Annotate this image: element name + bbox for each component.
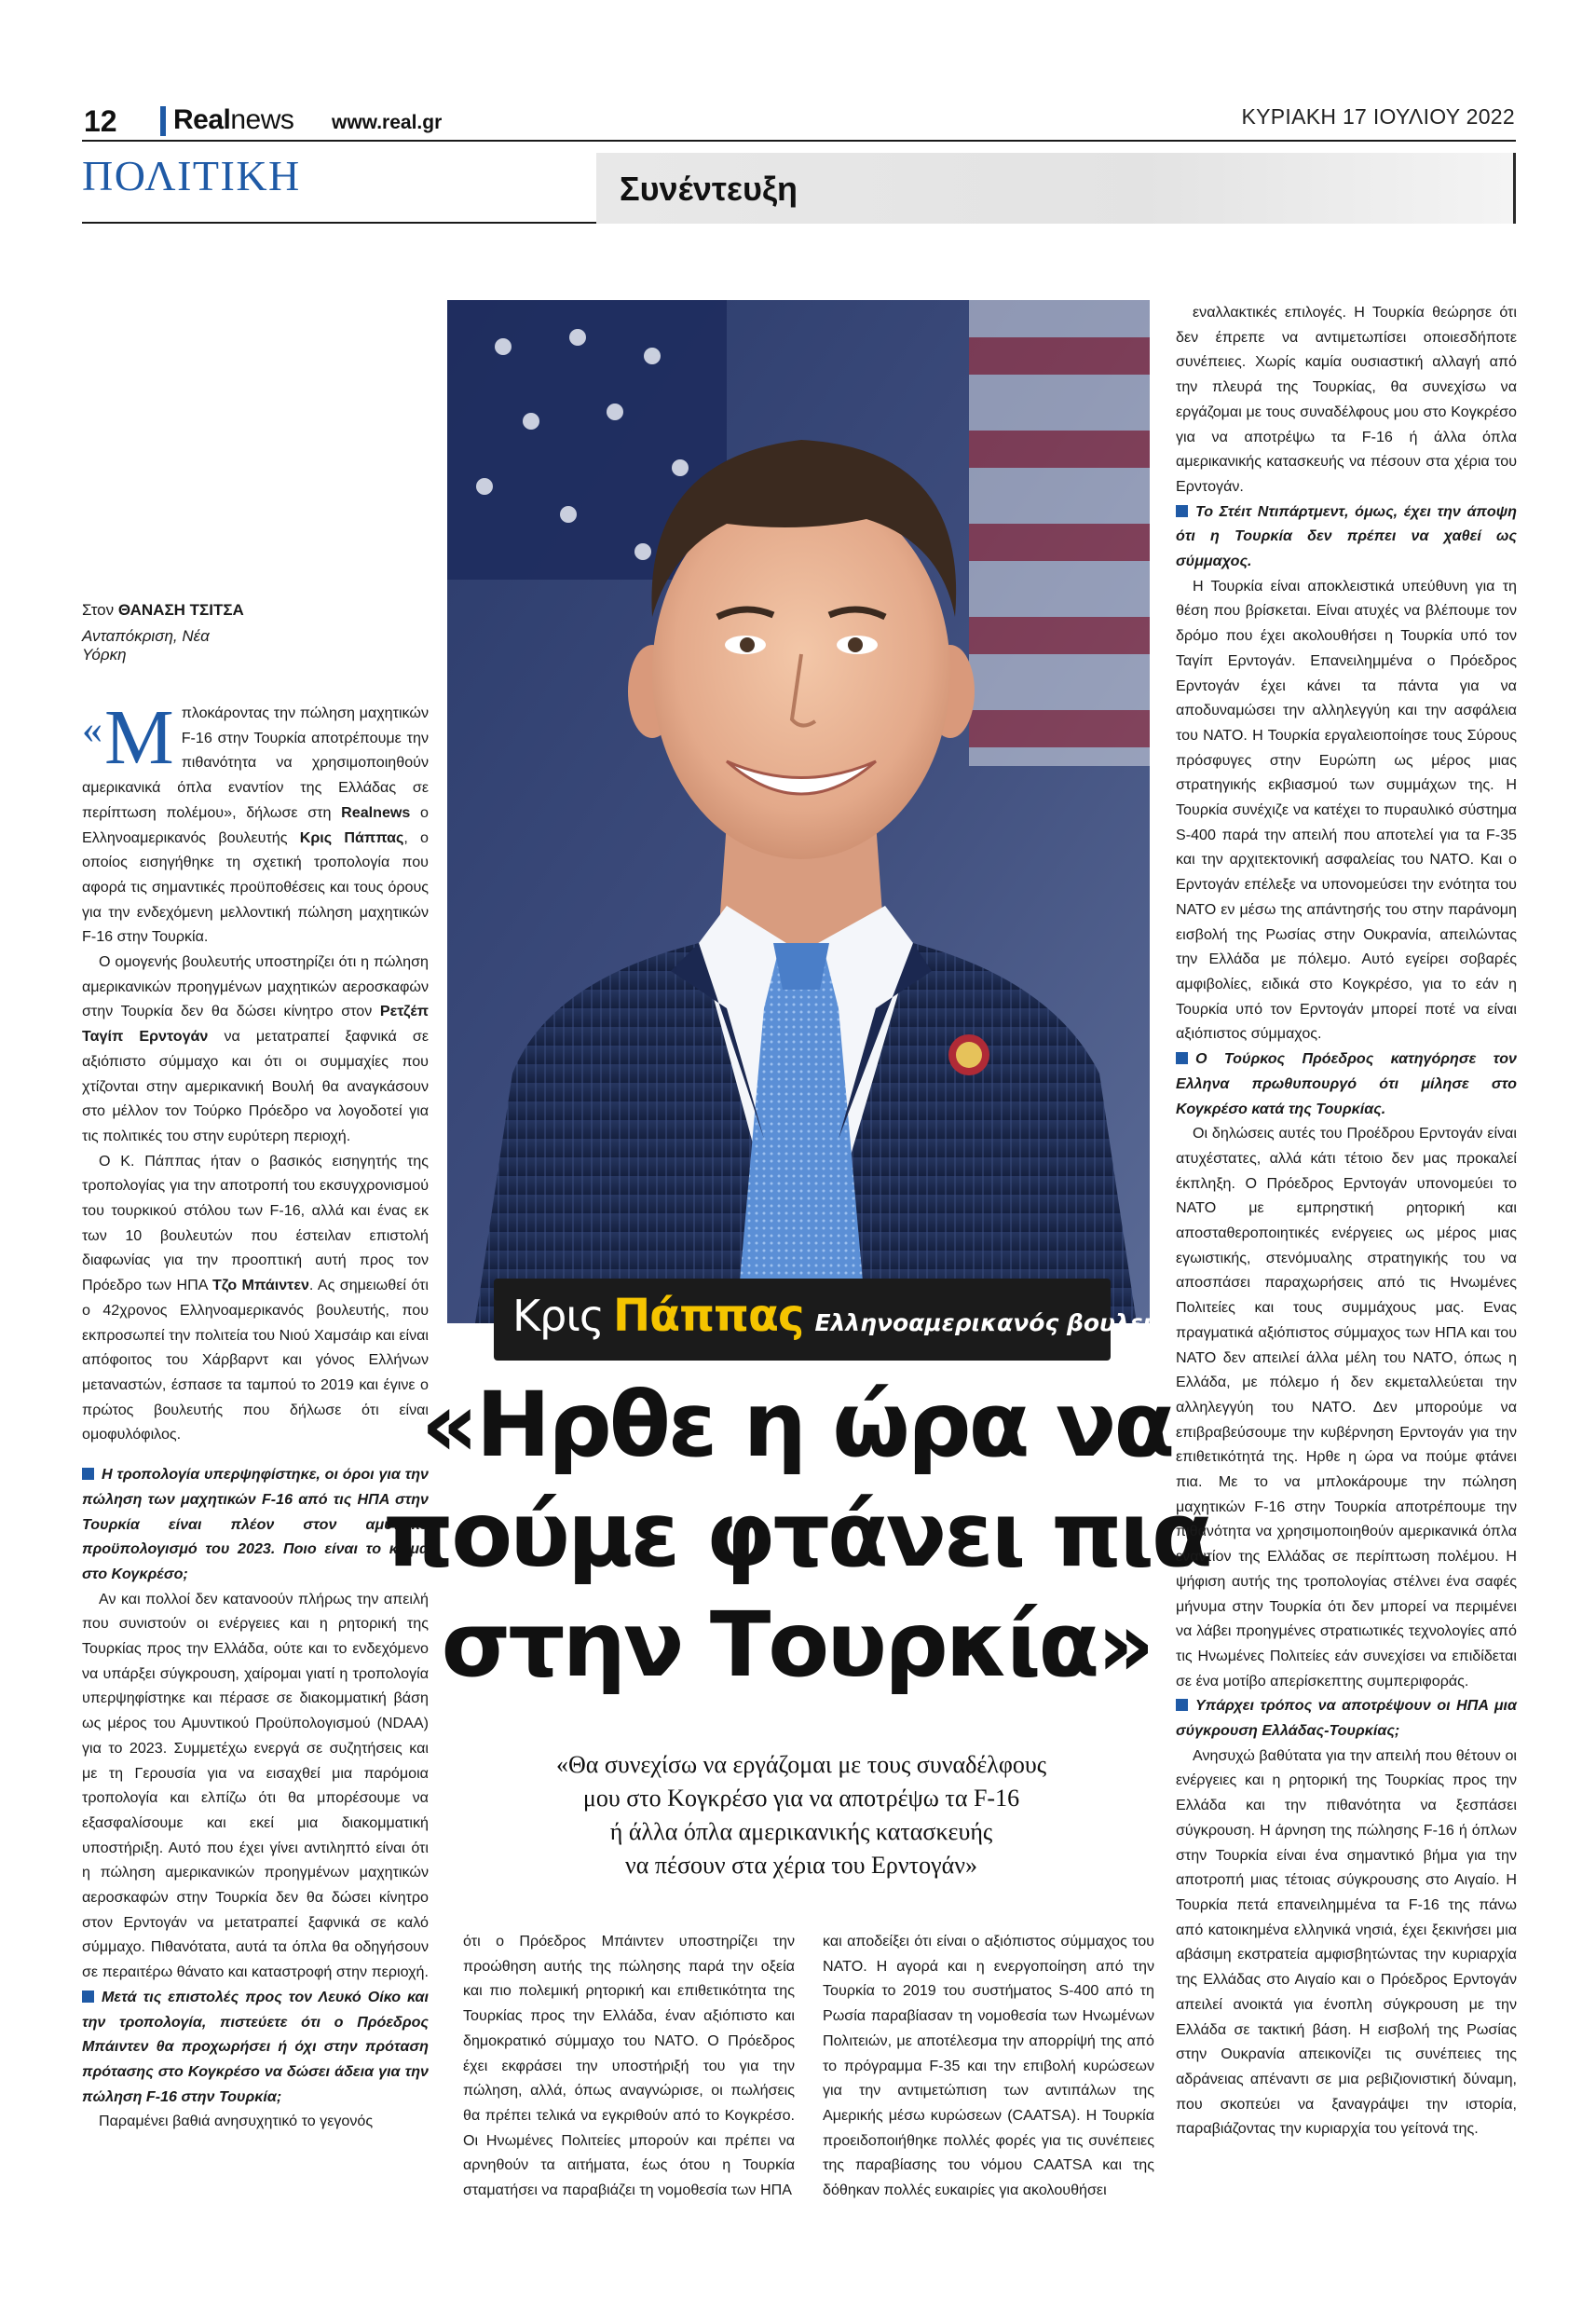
intro-text: , ο οποίος εισηγήθηκε τη σχετική τροπολογία που αφορά τις σημαντικές προϋποθέσεις και τους όρους για την ενδεχόμενη μελλοντική πώληση μαχητικών F-16 στην Τουρκία. — [82, 828, 429, 946]
intro-brand: Realnews — [341, 803, 411, 821]
question-text: Το Στέιτ Ντιπάρτμεντ, όμως, έχει την άποψη ότι η Τουρκία δεν πρέπει να χαθεί ως σύμμαχος. — [1176, 502, 1517, 570]
drop-cap — [82, 694, 174, 781]
portrait-photo — [447, 300, 1150, 1323]
byline-name: ΘΑΝΑΣΗ ΤΣΙΤΣΑ — [117, 601, 244, 619]
paragraph: εναλλακτικές επιλογές. Η Τουρκία θεώρησε ότι δεν έπρεπε να αντιμετωπίσει οποιεσδήποτε συνέπειες. Χωρίς καμία ουσιαστική αλλαγή από την πλευρά της Τουρκίας, θα συνεχίσω να εργάζομαι με τους συναδέλφους μου στο Κογκρέσο για να αποτρέψω τα F-16 ή άλλα όπλα αμερικανικής κατασκευής να πέσουν στα χέρια του Ερντογάν. — [1176, 304, 1517, 495]
paragraph — [82, 950, 429, 1149]
question-text: Μετά τις επιστολές προς τον Λευκό Οίκο και την τροπολογία, πιστεύετε ότι ο Πρόεδρος Μπάιντεν θα προχωρήσει ή όχι στην πρόταση πρότασης στο Κογκρέσο να δώσει άδεια για την πώληση F-16 στην Τουρκία; — [82, 1988, 429, 2105]
headline — [340, 1370, 1253, 1700]
portrait-illustration — [447, 300, 1150, 1323]
photo-caption — [494, 1279, 1205, 1361]
paragraph-person: Τζο Μπάιντεν — [211, 1277, 309, 1294]
drop-cap-letter: Μ — [104, 694, 174, 781]
question-text: Υπάρχει τρόπος να αποτρέψουν οι ΗΠΑ μια σύγκρουση Ελλάδας-Τουρκίας; — [1176, 1697, 1517, 1740]
interview-question — [1176, 1047, 1517, 1121]
question-marker — [1176, 505, 1188, 517]
paragraph-text: . Ας σημειωθεί ότι ο 42χρονος Ελληνοαμερικανός βουλευτής, που εκπροσωπεί την πολιτεία του Νιού Χαμσάιρ και είναι απόφοιτος του Χάρβαρντ και γόνος Ελλήνων μεταναστών, έσπασε τα ταμπού το 2019 και έγινε ο πρώτος βουλευτής που δήλωσε ότι είναι ομοφυλόφιλος. — [82, 1277, 429, 1443]
question-marker — [82, 1991, 94, 2003]
intro-person: Κρις Πάππας — [299, 828, 404, 846]
subsection-title: Συνέντευξη — [620, 170, 798, 208]
pull-quote-line: ή άλλα όπλα αμερικανικής κατασκευής — [609, 1817, 993, 1845]
paragraph-text: Ο ομογενής βουλευτής υποστηρίζει ότι η πώληση αμερικανικών προηγμένων μαχητικών αεροσκαφών στην Τουρκία δεν θα δώσει κίνητρο στον — [82, 953, 429, 1020]
masthead-divider — [160, 106, 166, 136]
interview-answer: Παραμένει βαθιά ανησυχητικό το γεγονός — [99, 2113, 374, 2130]
interview-question — [1176, 499, 1517, 574]
byline — [82, 601, 250, 664]
pull-quote-line: να πέσουν στα χέρια του Ερντογάν» — [625, 1851, 977, 1879]
issue-date: ΚΥΡΙΑΚΗ 17 ΙΟΥΛΙΟΥ 2022 — [1241, 104, 1515, 129]
paragraph: και αποδείξει ότι είναι ο αξιόπιστος σύμμαχος του ΝΑΤΟ. Η αγορά και η ενεργοποίηση από την Τουρκία το 2019 του συστήματος S-400 από τη Ρωσία παραβίασαν τη νομοθεσία των Ηνωμένων Πολιτειών, με αποτέλεσμα την απορρίψή της από το πρόγραμμα F-35 και την επιβολή κυρώσεων για την αντιμετώπιση των αντιπάλων της Αμερικής μέσω κυρώσεων (CAATSA). Η Τουρκία προειδοποιήθηκε πολλές φορές για τις συνέπειες της παραβίασης του νόμου CAATSA και της δόθηκαν πολλές ευκαιρίες για ακολουθήσει — [823, 1933, 1154, 2199]
pull-quote-line: μου στο Κογκρέσο για να αποτρέψω τα F-16 — [582, 1784, 1020, 1812]
intro-text: πλοκάροντας την πώληση μαχητικών F-16 στην Τουρκία αποτρέπουμε την πιθανότητα να χρησιμοποιηθούν αμερικανικά όπλα εναντίον της Ελλάδας σε περίπτωση πολέμου», δήλωσε στη — [82, 705, 429, 821]
paragraph-text: Ο Κ. Πάππας ήταν ο βασικός εισηγητής της τροπολογίας για την αποτροπή του εκσυγχρονισμού του τουρκικού στόλου των F-16, αλλά και ένας εκ των 10 βουλευτών που έστειλαν επιστολή διαφωνίας για την προοπτική αυτή προς τον Πρόεδρο των ΗΠΑ — [82, 1152, 429, 1294]
caption-role: Ελληνοαμερικανός βουλευτής — [814, 1309, 1205, 1336]
headline-line: «Ηρθε η ώρα να — [420, 1373, 1173, 1477]
drop-cap-quote: « — [82, 706, 102, 752]
intro-paragraph — [82, 694, 429, 950]
interview-answer: Ανησυχώ βαθύτατα για την απειλή που θέτουν οι ενέργειες και η ρητορική της Τουρκίας προς την Ελλάδα και την πιθανότητα να ξεσπάσει σύγκρουση. Η άρνηση της πώλησης F-16 ή όπλων στην Τουρκία είναι ένα σημαντικό βήμα για την αποτροπή μιας τέτοιας σύγκρουσης στο Αιγαίο. Η Τουρκία πετά επανειλημμένα τα F-16 της πάνω από κατοικημένα ελληνικά νησιά, έχει ξεκινήσει μια αβάσιμη εκστρατεία αμφισβητώντας την κυριαρχία της Ελλάδας στο Αιγαίο και ο Πρόεδρος Ερντογάν απειλεί ανοικτά για ένοπλη σύγκρουση με την Ελλάδα σε τακτική βάση. Η εισβολή της Ρωσίας στην Ουκρανία απεικονίζει τις συνέπειες της αδράνειας απέναντι σε μια ρεβιζιονιστική δύναμη, που σκοπεύει να ξαναγράψει την ιστορία, παραβιάζοντας την κυριαρχία του γείτονά της. — [1176, 1746, 1517, 2138]
question-marker — [82, 1468, 94, 1480]
headline-line: πούμε φτάνει πια — [383, 1483, 1210, 1588]
intro-text: ο Ελληνοαμερικανός βουλευτής — [82, 803, 429, 846]
paragraph-person: Ρετζέπ Ταγίπ Ερντογάν — [82, 1003, 429, 1046]
pull-quote-line: «Θα συνεχίσω να εργάζομαι με τους συναδέλφους — [555, 1751, 1047, 1778]
brand-regular: news — [230, 104, 294, 135]
interview-answer: Οι δηλώσεις αυτές του Προέδρου Ερντογάν είναι ατυχέστατες, αλλά κάτι τέτοιο δεν μας προκαλεί έκπληξη. Ο Πρόεδρος Ερντογάν υπονομεύει το ΝΑΤΟ με εμπρηστική ρητορική και αποσταθεροποιητικές ενέργειες ως μέρος μιας εγωιστικής, στενόμυαλης στρατηγικής του να αποσπάσει παραχωρήσεις από τις Ηνωμένες Πολιτείες και τους συμμάχους μας. Ενας πραγματικά αξιόπιστος σύμμαχος των ΗΠΑ και του ΝΑΤΟ δεν απειλεί άλλα μέλη του ΝΑΤΟ, όπως η Ελλάδα, με πόλεμο ή δεν εκμεταλλεύεται την αλληλεγγύη του ΝΑΤΟ. Δεν μπορούμε να επιβραβεύσουμε την κυβέρνηση Ερντογάν για την επιθετικότητά της. Ηρθε η ώρα να πούμε φτάνει πια. Με το να μπλοκάρουμε την πώληση μαχητικών F-16 στην Τουρκία αποτρέπουμε την πιθανότητα να χρησιμοποιηθούν αμερικανικά όπλα εναντίον της Ελλάδας σε περίπτωση πολέμου. Η ψήφιση αυτής της τροπολογίας στέλνει ένα σαφές μήνυμα στην Τουρκία ότι δεν μπορεί να περιμένει να λάβει προηγμένες στρατιωτικές τεχνολογίες από τις Ηνωμένες Πολιτείες εάν συνεχίσει να επιδίδεται σε ένα μοτίβο απερίσκεπτης συμπεριφοράς. — [1176, 1125, 1517, 1690]
paragraph-text: να μετατραπεί ξαφνικά σε αξιόπιστο σύμμαχο και ότι οι συμμαχίες που χτίζονται στην αμερικανική Βουλή θα αναγκάσουν στο μέλλον τον Τούρκο Πρόεδρο να λογοδοτεί για τις πολιτικές του στην ευρύτερη περιοχή. — [82, 1028, 429, 1144]
paragraph: ότι ο Πρόεδρος Μπάιντεν υποστηρίζει την προώθηση αυτής της πώλησης παρά την οξεία και πιο πολεμική ρητορική και επιθετικότητα της Τουρκίας προς την Ελλάδα, έναν αξιόπιστο και δημοκρατικό σύμμαχο του ΝΑΤΟ. Ο Πρόεδρος έχει εκφράσει την υποστήριξή του για την πώληση, αλλά, όπως αναγνώρισε, οι πωλήσεις θα πρέπει τελικά να εγκριθούν από το Κογκρέσο. Οι Ηνωμένες Πολιτείες μπορούν και πρέπει να αρνηθούν τα αιτήματα, έως ότου η Τουρκία σταματήσει να παραβιάζει τη νομοθεσία των ΗΠΑ — [463, 1933, 795, 2199]
top-rule — [82, 140, 1516, 142]
column-2 — [463, 1929, 795, 2203]
interview-answer: Η Τουρκία είναι αποκλειστικά υπεύθυνη για τη θέση που βρίσκεται. Είναι ατυχές να βλέπουμε τον δρόμο που έχει ακολουθήσει η Τουρκία υπό τον Ταγίπ Ερντογάν. Επανειλημμένα ο Πρόεδρος Ερντογάν έχει κάνει τα πάντα για να αποδυναμώσει την αλληλεγγύη και την ασφάλεια του ΝΑΤΟ. Η Τουρκία εργαλειοποίησε τους Σύρους πρόσφυγες στην Ευρώπη ως μέρος μιας στρατηγικής εκβιασμού των συμμάχων της. Η Τουρκία συνέχιζε να κατέχει το πυραυλικό σύστημα S-400 παρά την απειλή που αποτελεί για τα F-35 και την αρχιτεκτονική ασφαλείας του ΝΑΤΟ. Και ο Ερντογάν επέλεξε να υπονομεύσει την ενότητα του ΝΑΤΟ εν μέσω της απάντησής του στην παράνομη εισβολή της Ρωσίας στην Ουκρανία, απειλώντας την Ελλάδα με πόλεμο. Αυτό εγείρει σοβαρές αμφιβολίες, ειδικά στο Κογκρέσο, για το εάν η Τουρκία υπό τον Ερντογάν μπορεί ποτέ να είναι αξιόπιστος σύμμαχος. — [1176, 577, 1517, 1043]
section-title: ΠΟΛΙΤΙΚΗ — [82, 152, 301, 199]
column-4 — [1176, 300, 1517, 2141]
question-marker — [1176, 1052, 1188, 1064]
headline-line: στην Τουρκία» — [441, 1593, 1153, 1698]
brand-logo — [173, 104, 293, 136]
interview-question — [82, 1985, 429, 2110]
section-rule — [82, 222, 599, 224]
byline-prefix: Στον — [82, 601, 115, 619]
page-number: 12 — [84, 104, 117, 138]
question-text: Ο Τούρκος Πρόεδρος κατηγόρησε τον Ελληνα πρωθυπουργό ότι μίλησε στο Κογκρέσο κατά της Τουρκίας. — [1176, 1050, 1517, 1117]
interview-answer: Αν και πολλοί δεν κατανοούν πλήρως την απειλή που συνιστούν οι ενέργειες και η ρητορική της Τουρκίας προς την Ελλάδα, ούτε και το ενδεχόμενο να υπάρξει σύγκρουση, χαίρομαι γιατί η τροπολογία υπερψηφίστηκε και πέρασε σε διακομματική βάση ως μέρος του Αμυντικού Προϋπολογισμού (NDAA) για το 2023. Συμμετέχω ενεργά σε συζητήσεις και με τη Γερουσία για να εισαχθεί μια παρόμοια τροπολογία και ελπίζω ότι θα μπορέσουμε να εξασφαλίσουμε και εκεί μια διακομματική υποστήριξη. Αυτό που έχει γίνει αντιληπτό είναι ότι η πώληση αμερικανικών προηγμένων μαχητικών αεροσκαφών στην Τουρκία δεν θα δώσει κίνητρο στον Ερντογάν να μετατραπεί ξαφνικά σε καλό σύμμαχο. Πιθανότατα, αυτά τα όπλα θα οδηγήσουν σε περαιτέρω θάνατο και καταστροφή στην περιοχή. — [82, 1590, 429, 1981]
pull-quote — [438, 1748, 1165, 1882]
site-url[interactable]: www.real.gr — [332, 112, 443, 133]
question-marker — [1176, 1699, 1188, 1711]
interview-question — [1176, 1693, 1517, 1743]
question-text: Η τροπολογία υπερψηφίστηκε, οι όροι για την πώληση των μαχητικών F-16 από τις ΗΠΑ στην Τουρκία είναι πλέον στον αμυντικό προϋπολογισμό του 2023. Ποιο είναι το κλίμα στο Κογκρέσο; — [82, 1466, 429, 1582]
column-3 — [823, 1929, 1154, 2203]
caption-last-name: Πάππας — [612, 1290, 804, 1342]
byline-author — [82, 601, 250, 620]
brand-bold: Real — [173, 104, 231, 135]
caption-first-name: Κρις — [512, 1291, 604, 1341]
byline-location: Ανταπόκριση, Νέα Υόρκη — [82, 627, 210, 664]
